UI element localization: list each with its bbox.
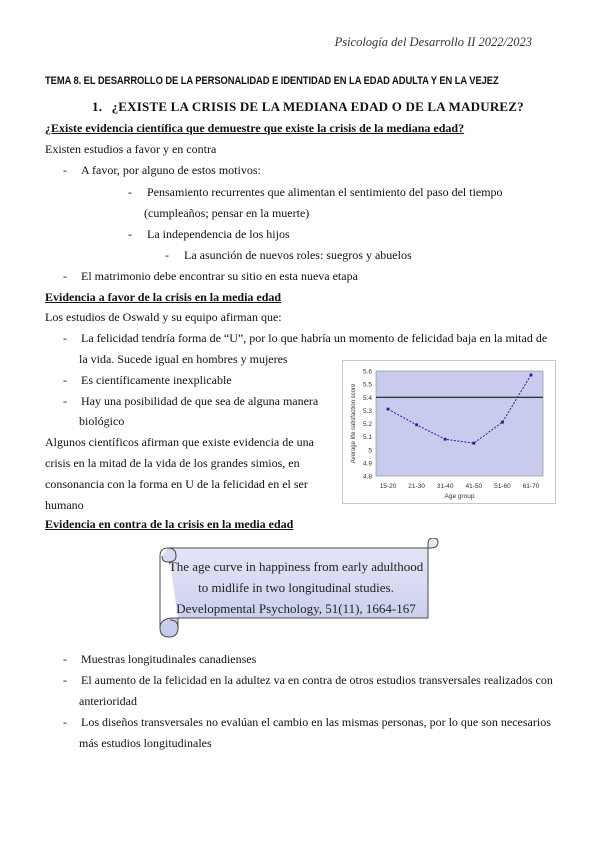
bullet-dash: - [63,269,67,283]
bullet-dash: - [128,185,132,199]
scroll-citation-line: The age curve in happiness from early adulthood [168,559,424,574]
bullet-dash: - [128,227,132,241]
list-item [63,715,551,729]
data-point [501,421,504,424]
section-number: 1. [92,99,103,114]
list-item-text: El matrimonio debe encontrar su sitio en esta nueva etapa [81,269,358,283]
x-tick-label: 15-20 [379,483,397,490]
bullet-dash: - [63,715,67,729]
list-item [165,248,412,262]
paragraph-line: humano [45,498,84,512]
bullet-dash: - [63,331,67,345]
list-item-text: El aumento de la felicidad en la adultez va en contra de otros estudios transversales realizados con [81,673,553,687]
q1-intro: Existen estudios a favor y en contra [45,142,217,156]
list-item-text: Muestras longitudinales canadienses [81,652,257,666]
data-point [387,408,390,411]
list-item [63,163,261,177]
bullet-dash: - [63,673,67,687]
list-item [63,331,547,345]
list-item [63,269,358,283]
scroll-citation-line: Developmental Psychology, 51(11), 1664-167 [176,601,416,616]
topic-title: TEMA 8. EL DESARROLLO DE LA PERSONALIDAD E IDENTIDAD EN LA EDAD ADULTA Y EN LA VEJEZ [45,75,499,87]
list-item-text: Los diseños transversales no evalúan el cambio en las mismas personas, por lo que son necesarios [81,715,551,729]
paragraph-line: consonancia con la forma en U de la felicidad en el ser [45,477,308,491]
list-item-text: La independencia de los hijos [147,227,290,241]
list-item-text: La felicidad tendría forma de “U”, por lo que habría un momento de felicidad baja en la mitad de [81,331,548,345]
data-point [415,423,418,426]
list-item-continuation: (cumpleaños; pensar en la muerte) [144,206,310,220]
list-item-text: Hay una posibilidad de que sea de alguna manera [81,394,319,408]
y-tick-label: 5.5 [362,381,372,389]
list-item-continuation: anterioridad [79,694,137,708]
y-tick-label: 5 [368,447,372,455]
paragraph-line: Algunos científicos afirman que existe evidencia de una [45,435,314,449]
list-item-continuation: más estudios longitudinales [79,736,212,750]
list-item [128,185,503,199]
list-item-continuation: biológico [79,414,125,428]
list-item-text: Pensamiento recurrentes que alimentan el sentimiento del paso del tiempo [147,185,503,199]
y-tick-label: 4.9 [362,460,372,468]
data-point [444,438,447,441]
course-header: Psicología del Desarrollo II 2022/2023 [334,35,532,49]
list-item-text: La asunción de nuevos roles: suegros y abuelos [184,248,412,262]
bullet-dash: - [63,652,67,666]
favor-intro: Los estudios de Oswald y su equipo afirman que: [45,310,282,324]
y-tick-label: 5.6 [362,368,372,376]
y-tick-label: 5.1 [362,434,372,442]
bullet-dash: - [63,163,67,177]
y-tick-label: 5.2 [362,421,372,428]
list-item [63,652,256,666]
data-point [472,442,475,445]
y-axis-label: Average life satisfaction score [351,383,357,464]
list-item [63,394,318,408]
y-tick-label: 5.4 [362,394,372,402]
data-point [530,374,533,377]
bullet-dash: - [165,248,169,262]
list-item [63,373,232,387]
list-item-continuation: la vida. Sucede igual en hombres y mujeres [79,352,288,366]
y-axis [363,369,372,481]
x-tick-label: 21-30 [408,483,425,490]
x-tick-label: 31-40 [436,483,454,490]
section-text: ¿EXISTE LA CRISIS DE LA MEDIANA EDAD O DE LA MADUREZ? [111,99,524,114]
chart-svg [343,361,555,503]
section-title [92,99,524,115]
x-axis-label: Age group [444,493,475,500]
x-tick-label: 41-50 [465,483,483,490]
x-tick-label: 51-60 [494,483,511,490]
bullet-dash: - [63,394,67,408]
favor-heading: Evidencia a favor de la crisis en la media edad [45,290,282,304]
list-item-text: Es científicamente inexplicable [81,373,232,387]
list-item-text: A favor, por alguno de estos motivos: [81,163,261,177]
list-item [63,673,553,687]
contra-heading: Evidencia en contra de la crisis en la media edad [45,517,294,531]
list-item [128,227,290,241]
q1-heading: ¿Existe evidencia científica que demuestre que existe la crisis de la mediana edad? [45,121,465,135]
scroll-citation-line: to midlife in two longitudinal studies. [198,580,394,595]
bullet-dash: - [63,373,67,387]
paragraph-line: crisis en la mitad de la vida de los grandes simios, en [45,456,300,470]
y-tick-label: 4.8 [362,473,372,481]
plot-area [376,371,543,476]
y-tick-label: 5.3 [362,407,372,415]
happiness-u-chart [342,360,556,504]
x-axis [380,483,540,490]
x-tick-label: 61-70 [522,483,540,490]
